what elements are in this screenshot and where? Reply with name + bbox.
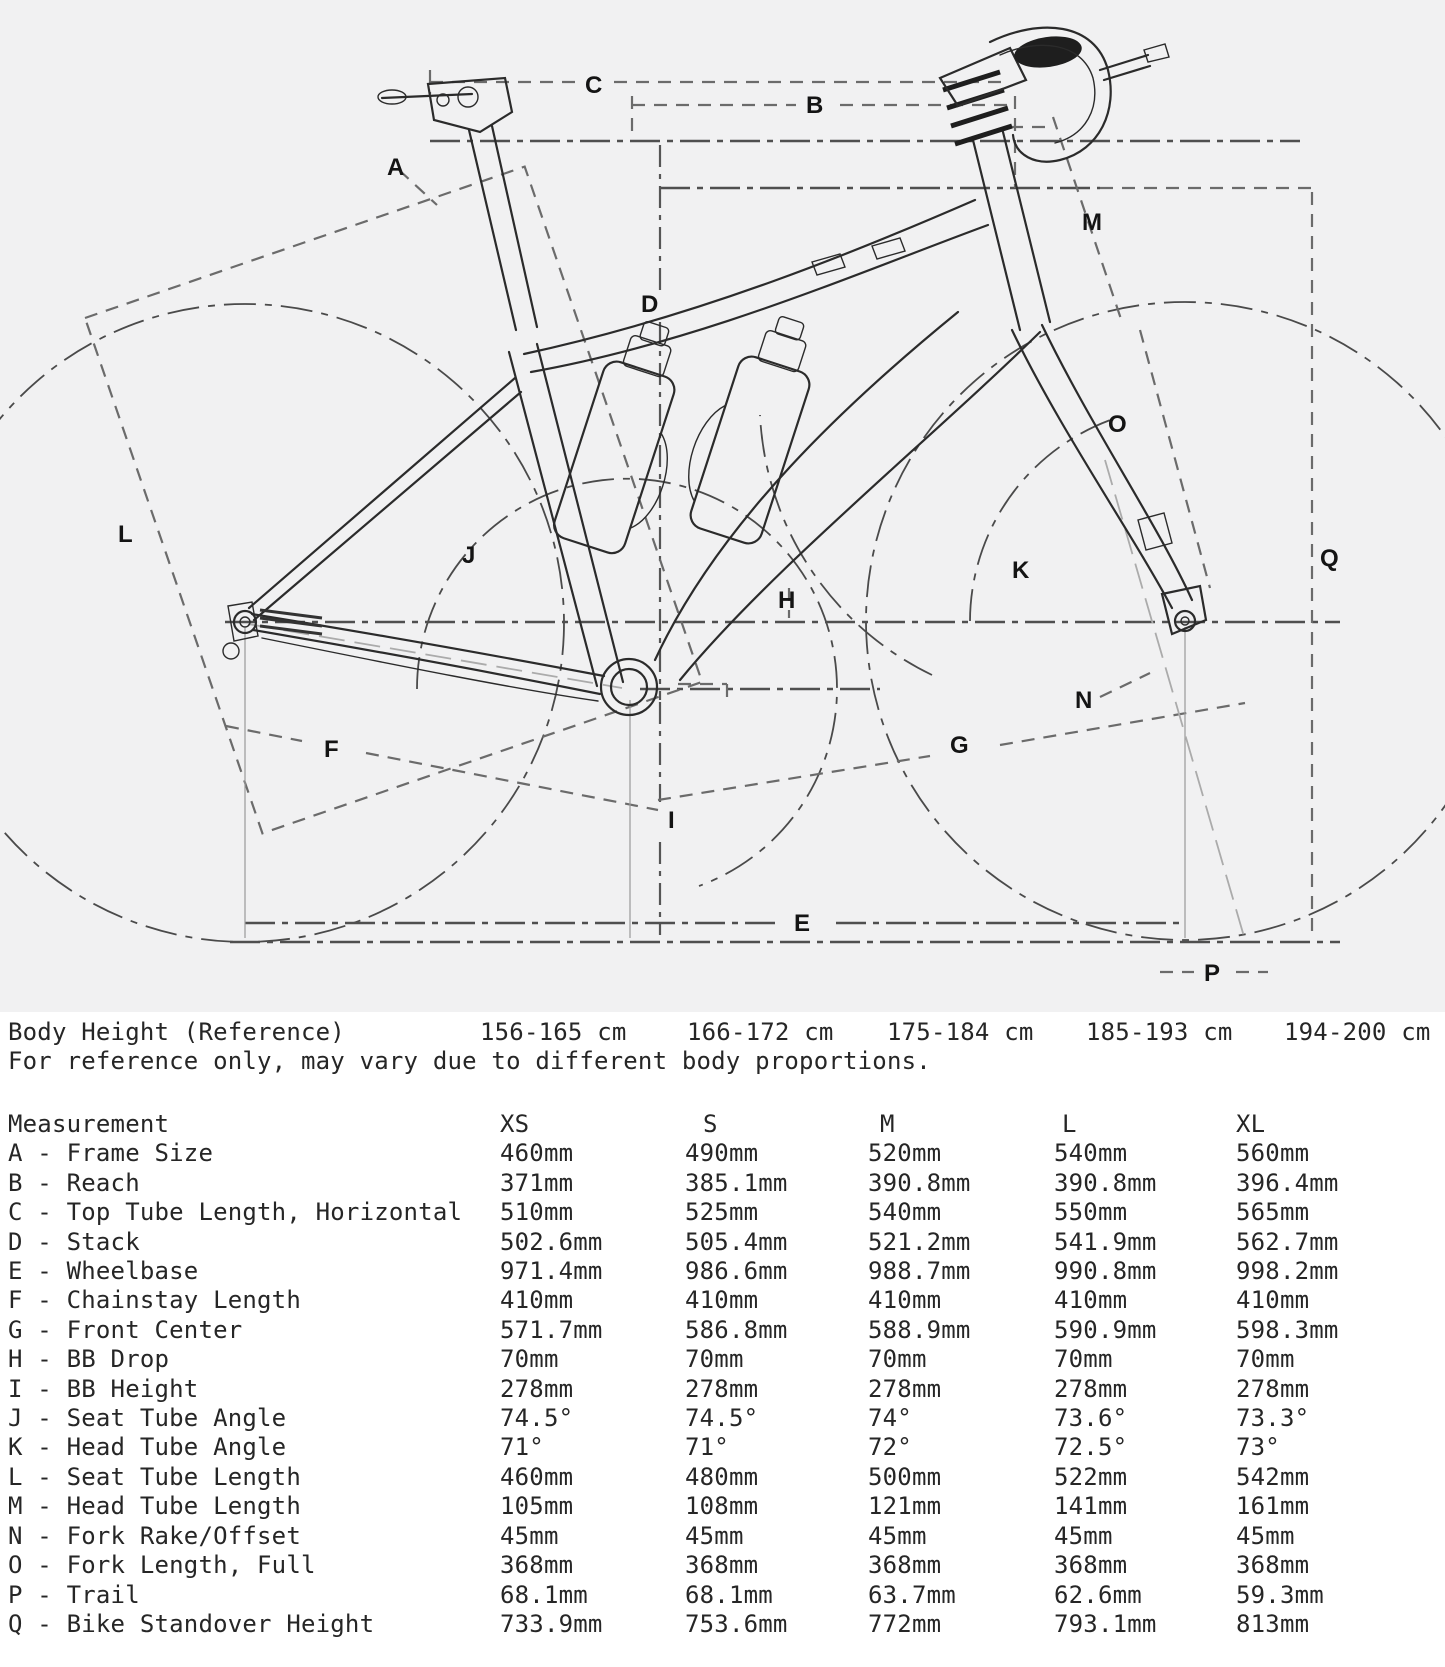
measurement-label: L - Seat Tube Length [8,1462,301,1491]
water-bottle-down-tube [671,303,828,547]
dimension-letter-I: I [668,807,675,834]
size-value: 998.2mm [1236,1257,1339,1286]
measurement-label: D - Stack [8,1227,140,1256]
size-value: 510mm [500,1198,574,1227]
body-height-row [0,1018,1445,1047]
dimension-letter-E: E [794,910,811,937]
body-height-range: 175-184 cm [887,1018,1034,1046]
size-value: 278mm [1054,1374,1128,1403]
size-value: 45mm [500,1521,559,1550]
dimension-letter-P: P [1204,960,1221,987]
size-value: 368mm [500,1551,574,1580]
size-value: 986.6mm [685,1257,788,1286]
measurement-label: C - Top Tube Length, Horizontal [8,1198,463,1227]
size-value: 990.8mm [1054,1257,1157,1286]
measurement-label: H - BB Drop [8,1345,170,1374]
size-value: 105mm [500,1492,574,1521]
body-height-range: 194-200 cm [1284,1018,1431,1046]
table-row [0,1316,1445,1345]
geometry-text-section [0,1012,1445,1639]
size-value: 73.3° [1236,1404,1310,1433]
size-column-header: L [1062,1110,1077,1138]
measurement-label: G - Front Center [8,1315,243,1344]
size-value: 396.4mm [1236,1168,1339,1197]
size-value: 278mm [685,1374,759,1403]
size-value: 74° [868,1404,912,1433]
size-value: 410mm [1054,1286,1128,1315]
size-value: 813mm [1236,1609,1310,1638]
dimension-lines [85,70,1312,972]
size-value: 590.9mm [1054,1315,1157,1344]
size-value: 505.4mm [685,1227,788,1256]
size-value: 490mm [685,1139,759,1168]
dimension-letter-H: H [778,587,796,614]
size-value: 542mm [1236,1462,1310,1491]
table-row [0,1345,1445,1374]
table-row [0,1433,1445,1462]
table-row [0,1581,1445,1610]
size-value: 278mm [868,1374,942,1403]
table-row [0,1610,1445,1639]
dimension-letter-F: F [324,736,339,763]
size-value: 460mm [500,1139,574,1168]
size-value: 562.7mm [1236,1227,1339,1256]
table-row [0,1257,1445,1286]
size-value: 70mm [685,1345,744,1374]
size-column-header: M [880,1110,895,1138]
size-value: 63.7mm [868,1580,956,1609]
size-value: 45mm [1054,1521,1113,1550]
size-value: 368mm [685,1551,759,1580]
size-value: 480mm [685,1462,759,1491]
size-value: 410mm [500,1286,574,1315]
size-value: 385.1mm [685,1168,788,1197]
size-value: 525mm [685,1198,759,1227]
size-value: 62.6mm [1054,1580,1142,1609]
measurement-label: O - Fork Length, Full [8,1551,316,1580]
size-value: 59.3mm [1236,1580,1324,1609]
size-value: 73° [1236,1433,1280,1462]
measurement-header: Measurement [8,1110,170,1138]
size-value: 733.9mm [500,1609,603,1638]
size-value: 45mm [685,1521,744,1550]
table-row [0,1404,1445,1433]
size-column-header: S [703,1110,718,1138]
dimension-letter-M: M [1082,209,1102,236]
frame-drawing [223,28,1206,715]
size-value: 141mm [1054,1492,1128,1521]
size-value: 753.6mm [685,1609,788,1638]
dimension-letter-D: D [641,291,659,318]
size-value: 368mm [1236,1551,1310,1580]
measurement-label: A - Frame Size [8,1139,214,1168]
size-value: 588.9mm [868,1315,971,1344]
measurement-label: N - Fork Rake/Offset [8,1521,301,1550]
size-value: 390.8mm [1054,1168,1157,1197]
dimension-letter-K: K [1012,557,1030,584]
size-column-header: XS [500,1110,530,1138]
size-value: 70mm [1054,1345,1113,1374]
size-value: 410mm [1236,1286,1310,1315]
body-height-range: 166-172 cm [687,1018,834,1046]
size-value: 521.2mm [868,1227,971,1256]
size-value: 74.5° [500,1404,574,1433]
size-value: 988.7mm [868,1257,971,1286]
size-value: 71° [500,1433,544,1462]
size-value: 73.6° [1054,1404,1128,1433]
dimension-letter-G: G [950,732,969,759]
measurement-label: Q - Bike Standover Height [8,1609,375,1638]
size-value: 540mm [868,1198,942,1227]
dimension-letter-B: B [806,92,824,119]
size-value: 70mm [500,1345,559,1374]
size-value: 371mm [500,1168,574,1197]
measurement-label: I - BB Height [8,1374,199,1403]
size-value: 121mm [868,1492,942,1521]
measurement-label: B - Reach [8,1168,140,1197]
size-value: 45mm [1236,1521,1295,1550]
dimension-letter-C: C [585,72,603,99]
size-value: 598.3mm [1236,1315,1339,1344]
table-row [0,1228,1445,1257]
measurement-label: E - Wheelbase [8,1257,199,1286]
size-value: 772mm [868,1609,942,1638]
table-row [0,1169,1445,1198]
table-row [0,1492,1445,1521]
dimension-letter-J: J [462,542,476,569]
size-value: 72.5° [1054,1433,1128,1462]
table-row [0,1551,1445,1580]
size-value: 278mm [500,1374,574,1403]
measurement-label: M - Head Tube Length [8,1492,301,1521]
body-height-note: For reference only, may vary due to different body proportions. [8,1047,931,1075]
dimension-letter-A: A [387,154,405,181]
size-value: 522mm [1054,1462,1128,1491]
size-value: 108mm [685,1492,759,1521]
size-value: 72° [868,1433,912,1462]
dimension-letter-Q: Q [1320,545,1339,572]
size-value: 520mm [868,1139,942,1168]
table-row [0,1286,1445,1315]
size-value: 502.6mm [500,1227,603,1256]
size-value: 571.7mm [500,1315,603,1344]
table-row [0,1198,1445,1227]
size-value: 500mm [868,1462,942,1491]
size-value: 278mm [1236,1374,1310,1403]
size-value: 70mm [868,1345,927,1374]
size-value: 560mm [1236,1139,1310,1168]
size-value: 410mm [868,1286,942,1315]
geometry-table-header [0,1110,1445,1139]
size-value: 550mm [1054,1198,1128,1227]
measurement-label: P - Trail [8,1580,140,1609]
size-value: 460mm [500,1462,574,1491]
size-value: 368mm [1054,1551,1128,1580]
size-value: 368mm [868,1551,942,1580]
dimension-letter-N: N [1075,687,1093,714]
geometry-table [0,1110,1445,1639]
body-height-label: Body Height (Reference) [8,1018,345,1046]
size-value: 541.9mm [1054,1227,1157,1256]
size-value: 971.4mm [500,1257,603,1286]
table-row [0,1375,1445,1404]
size-value: 161mm [1236,1492,1310,1521]
size-value: 68.1mm [685,1580,773,1609]
size-value: 793.1mm [1054,1609,1157,1638]
size-value: 68.1mm [500,1580,588,1609]
size-value: 565mm [1236,1198,1310,1227]
measurement-label: J - Seat Tube Angle [8,1404,287,1433]
size-value: 390.8mm [868,1168,971,1197]
size-value: 70mm [1236,1345,1295,1374]
geometry-table-body [0,1139,1445,1639]
dimension-letter-L: L [118,521,133,548]
size-value: 45mm [868,1521,927,1550]
size-value: 410mm [685,1286,759,1315]
table-row [0,1522,1445,1551]
size-value: 74.5° [685,1404,759,1433]
measurement-label: F - Chainstay Length [8,1286,301,1315]
size-value: 540mm [1054,1139,1128,1168]
body-height-range: 156-165 cm [480,1018,627,1046]
dimension-letter-O: O [1108,411,1127,438]
measurement-label: K - Head Tube Angle [8,1433,287,1462]
size-column-header: XL [1236,1110,1266,1138]
centerlines [225,141,1340,942]
table-row [0,1139,1445,1168]
size-value: 586.8mm [685,1315,788,1344]
size-value: 71° [685,1433,729,1462]
body-height-range: 185-193 cm [1086,1018,1233,1046]
table-row [0,1463,1445,1492]
